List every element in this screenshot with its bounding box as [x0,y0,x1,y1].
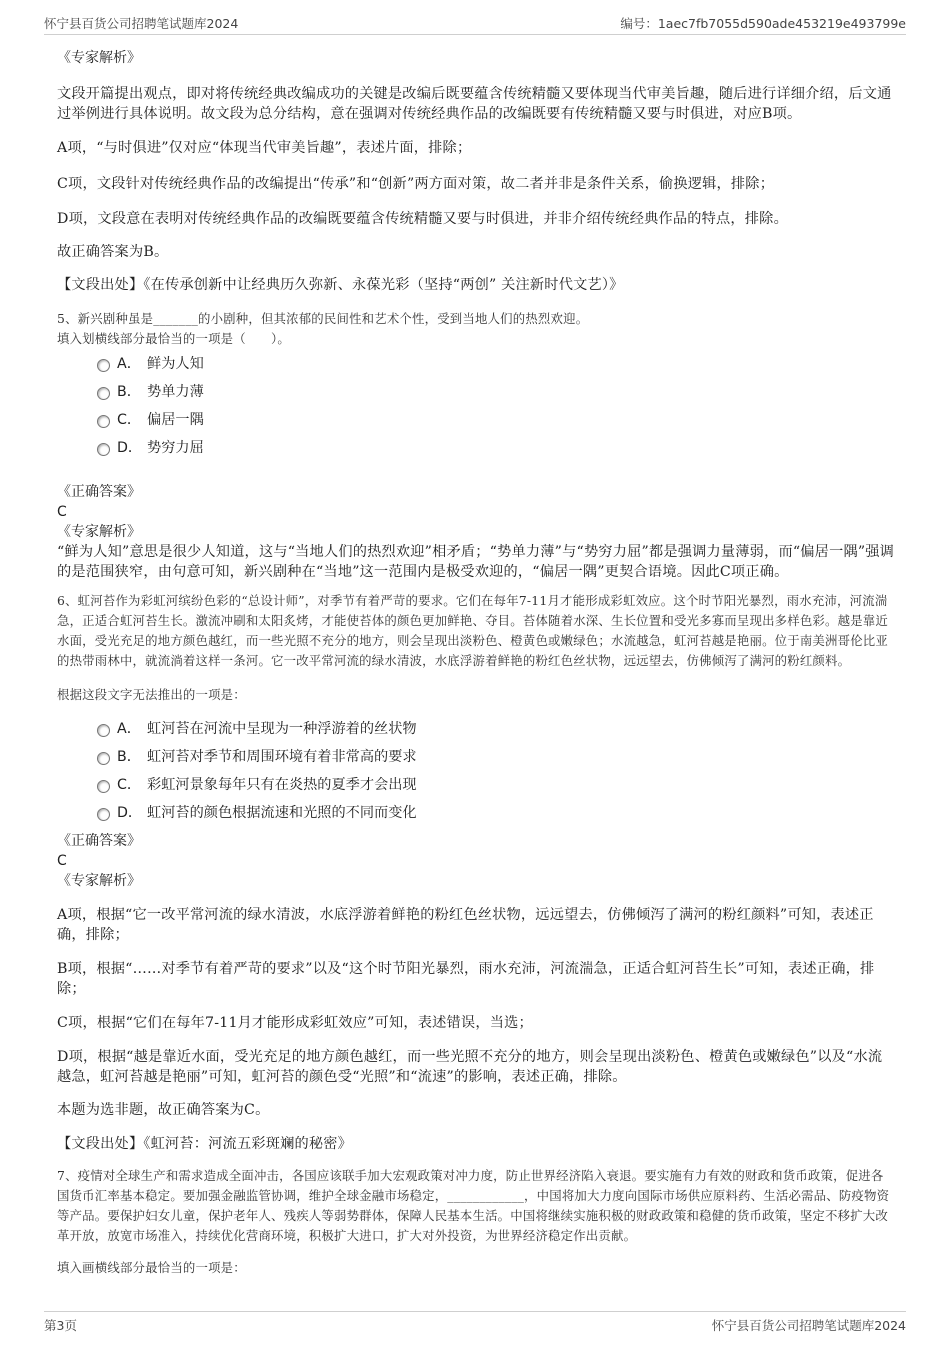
q6-answer-label: 《正确答案》 [57,833,141,849]
q6-prompt: 根据这段文字无法推出的一项是： [57,687,246,702]
radio-icon[interactable] [97,387,110,400]
page-footer [44,1311,906,1335]
q5-option-c[interactable]: C． 偏居一隅 [57,406,895,434]
q5-analysis-label: 《专家解析》 [57,524,141,540]
q5-prompt: 填入划横线部分最恰当的一项是（ ）。 [57,331,291,346]
q6-analysis-label: 《专家解析》 [57,873,141,889]
q6-item-d: D项，根据“越是靠近水面，受光充足的地方颜色越红，而一些光照不充分的地方，则会呈现出淡粉色、橙黄色或嫩绿色”以及“水流越急，虹河苔越是艳丽”可知，虹河苔的颜色受“光照”和“流速”的影响，表述正确，排除。 [57,1049,883,1085]
q5-stem: 5、新兴剧种虽是_______的小剧种，但其浓郁的民间性和艺术个性，受到当地人们的热烈欢迎。 [57,311,589,326]
q6-options [57,715,895,827]
q4-analysis-para: 文段开篇提出观点，即对将传统经典改编成功的关键是改编后既要蕴含传统精髓又要体现当代审美旨趣，随后进行详细介绍，后文通过举例进行具体说明。故文段为总分结构，意在强调对传统经典作品的改编既要有传统精髓又要与时俱进，对应B项。 [57,86,892,122]
q6-option-c[interactable]: C． 彩虹河景象每年只有在炎热的夏季才会出现 [57,771,895,799]
q4-item-d: D项，文段意在表明对传统经典作品的改编既要蕴含传统精髓又要与时俱进，并非介绍传统经典作品的特点，排除。 [57,211,788,227]
q5-options [57,350,895,462]
q4-source: 【文段出处】《在传承创新中让经典历久弥新、永葆光彩（坚持“两创” 关注新时代文艺）》 [57,277,624,293]
radio-icon[interactable] [97,415,110,428]
q4-analysis-label: 《专家解析》 [57,50,141,66]
q6-option-b[interactable]: B． 虹河苔对季节和周围环境有着非常高的要求 [57,743,895,771]
radio-icon[interactable] [97,752,110,765]
footer-title: 怀宁县百货公司招聘笔试题库2024 [711,1318,906,1333]
q4-item-a: A项，“与时俱进”仅对应“体现当代审美旨趣”，表述片面，排除； [57,140,472,156]
document-id: 编号：1aec7fb7055d590ade453219e493799e [620,16,906,31]
q5-option-a[interactable]: A． 鲜为人知 [57,350,895,378]
q5-answer-label: 《正确答案》 [57,484,141,500]
radio-icon[interactable] [97,808,110,821]
radio-icon[interactable] [97,359,110,372]
q6-answer: C [57,853,67,869]
q6-item-c: C项，根据“它们在每年7-11月才能形成彩虹效应”可知，表述错误，当选； [57,1015,533,1031]
q5-option-d[interactable]: D． 势穷力屈 [57,434,895,462]
q5-answer: C [57,504,67,520]
q4-conclusion: 故正确答案为B。 [57,244,169,260]
q6-source: 【文段出处】《虹河苔：河流五彩斑斓的秘密》 [57,1136,353,1152]
q5-analysis: “鲜为人知”意思是很少人知道，这与“当地人们的热烈欢迎”相矛盾；“势单力薄”与“势穷力屈”都是强调力量薄弱，而“偏居一隅”强调的是范围狭窄，由句意可知，新兴剧种在“当地”这一范围内是极受欢迎的，“偏居一隅”更契合语境。因此C项正确。 [57,544,895,580]
q6-item-a: A项，根据“它一改平常河流的绿水清波，水底浮游着鲜艳的粉红色丝状物，远远望去，仿佛倾泻了满河的粉红颜料”可知，表述正确，排除； [57,907,874,943]
page-content [57,44,895,1278]
page-header [44,14,906,35]
q6-stem: 6、虹河苔作为彩虹河缤纷色彩的“总设计师”，对季节有着严苛的要求。它们在每年7-11月才能形成彩虹效应。这个时节阳光暴烈，雨水充沛，河流湍急，正适合虹河苔生长。激流冲刷和太阳炙烤，才能使苔体的颜色更加鲜艳、夺目。苔体随着水深、生长位置和受光多寡而呈现出多样色彩。越是靠近水面，受光充足的地方颜色越红，而一些光照不充分的地方，则会呈现出淡粉色、橙黄色或嫩绿色；水流越急，虹河苔越是艳丽。位于南美洲哥伦比亚的热带雨林中，就流淌着这样一条河。它一改平常河流的绿水清波，水底浮游着鲜艳的粉红色丝状物，远远望去，仿佛倾泻了满河的粉红颜料。 [57,593,888,668]
page-number: 第3页 [44,1318,77,1333]
q7-stem: 7、疫情对全球生产和需求造成全面冲击，各国应该联手加大宏观政策对冲力度，防止世界经济陷入衰退。要实施有力有效的财政和货币政策，促进各国货币汇率基本稳定。要加强金融监管协调，维护全球金融市场稳定，____________，中国将加大力度向国际市场供应原料药、生活必需品、防疫物资等产品。要保护妇女儿童，保护老年人、残疾人等弱势群体，保障人民基本生活。中国将继续实施积极的财政政策和稳健的货币政策，坚定不移扩大改革开放，放宽市场准入，持续优化营商环境，积极扩大进口，扩大对外投资，为世界经济稳定作出贡献。 [57,1168,890,1243]
radio-icon[interactable] [97,780,110,793]
q7-prompt: 填入画横线部分最恰当的一项是： [57,1260,246,1275]
q6-option-d[interactable]: D． 虹河苔的颜色根据流速和光照的不同而变化 [57,799,895,827]
radio-icon[interactable] [97,724,110,737]
radio-icon[interactable] [97,443,110,456]
q4-item-c: C项，文段针对传统经典作品的改编提出“传承”和“创新”两方面对策，故二者并非是条件关系，偷换逻辑，排除； [57,176,775,192]
header-title: 怀宁县百货公司招聘笔试题库2024 [44,16,239,31]
q6-conclusion: 本题为选非题，故正确答案为C。 [57,1102,270,1118]
q6-item-b: B项，根据“……对季节有着严苛的要求”以及“这个时节阳光暴烈，雨水充沛，河流湍急，正适合虹河苔生长”可知，表述正确，排除； [57,961,875,997]
q5-option-b[interactable]: B． 势单力薄 [57,378,895,406]
q6-option-a[interactable]: A． 虹河苔在河流中呈现为一种浮游着的丝状物 [57,715,895,743]
